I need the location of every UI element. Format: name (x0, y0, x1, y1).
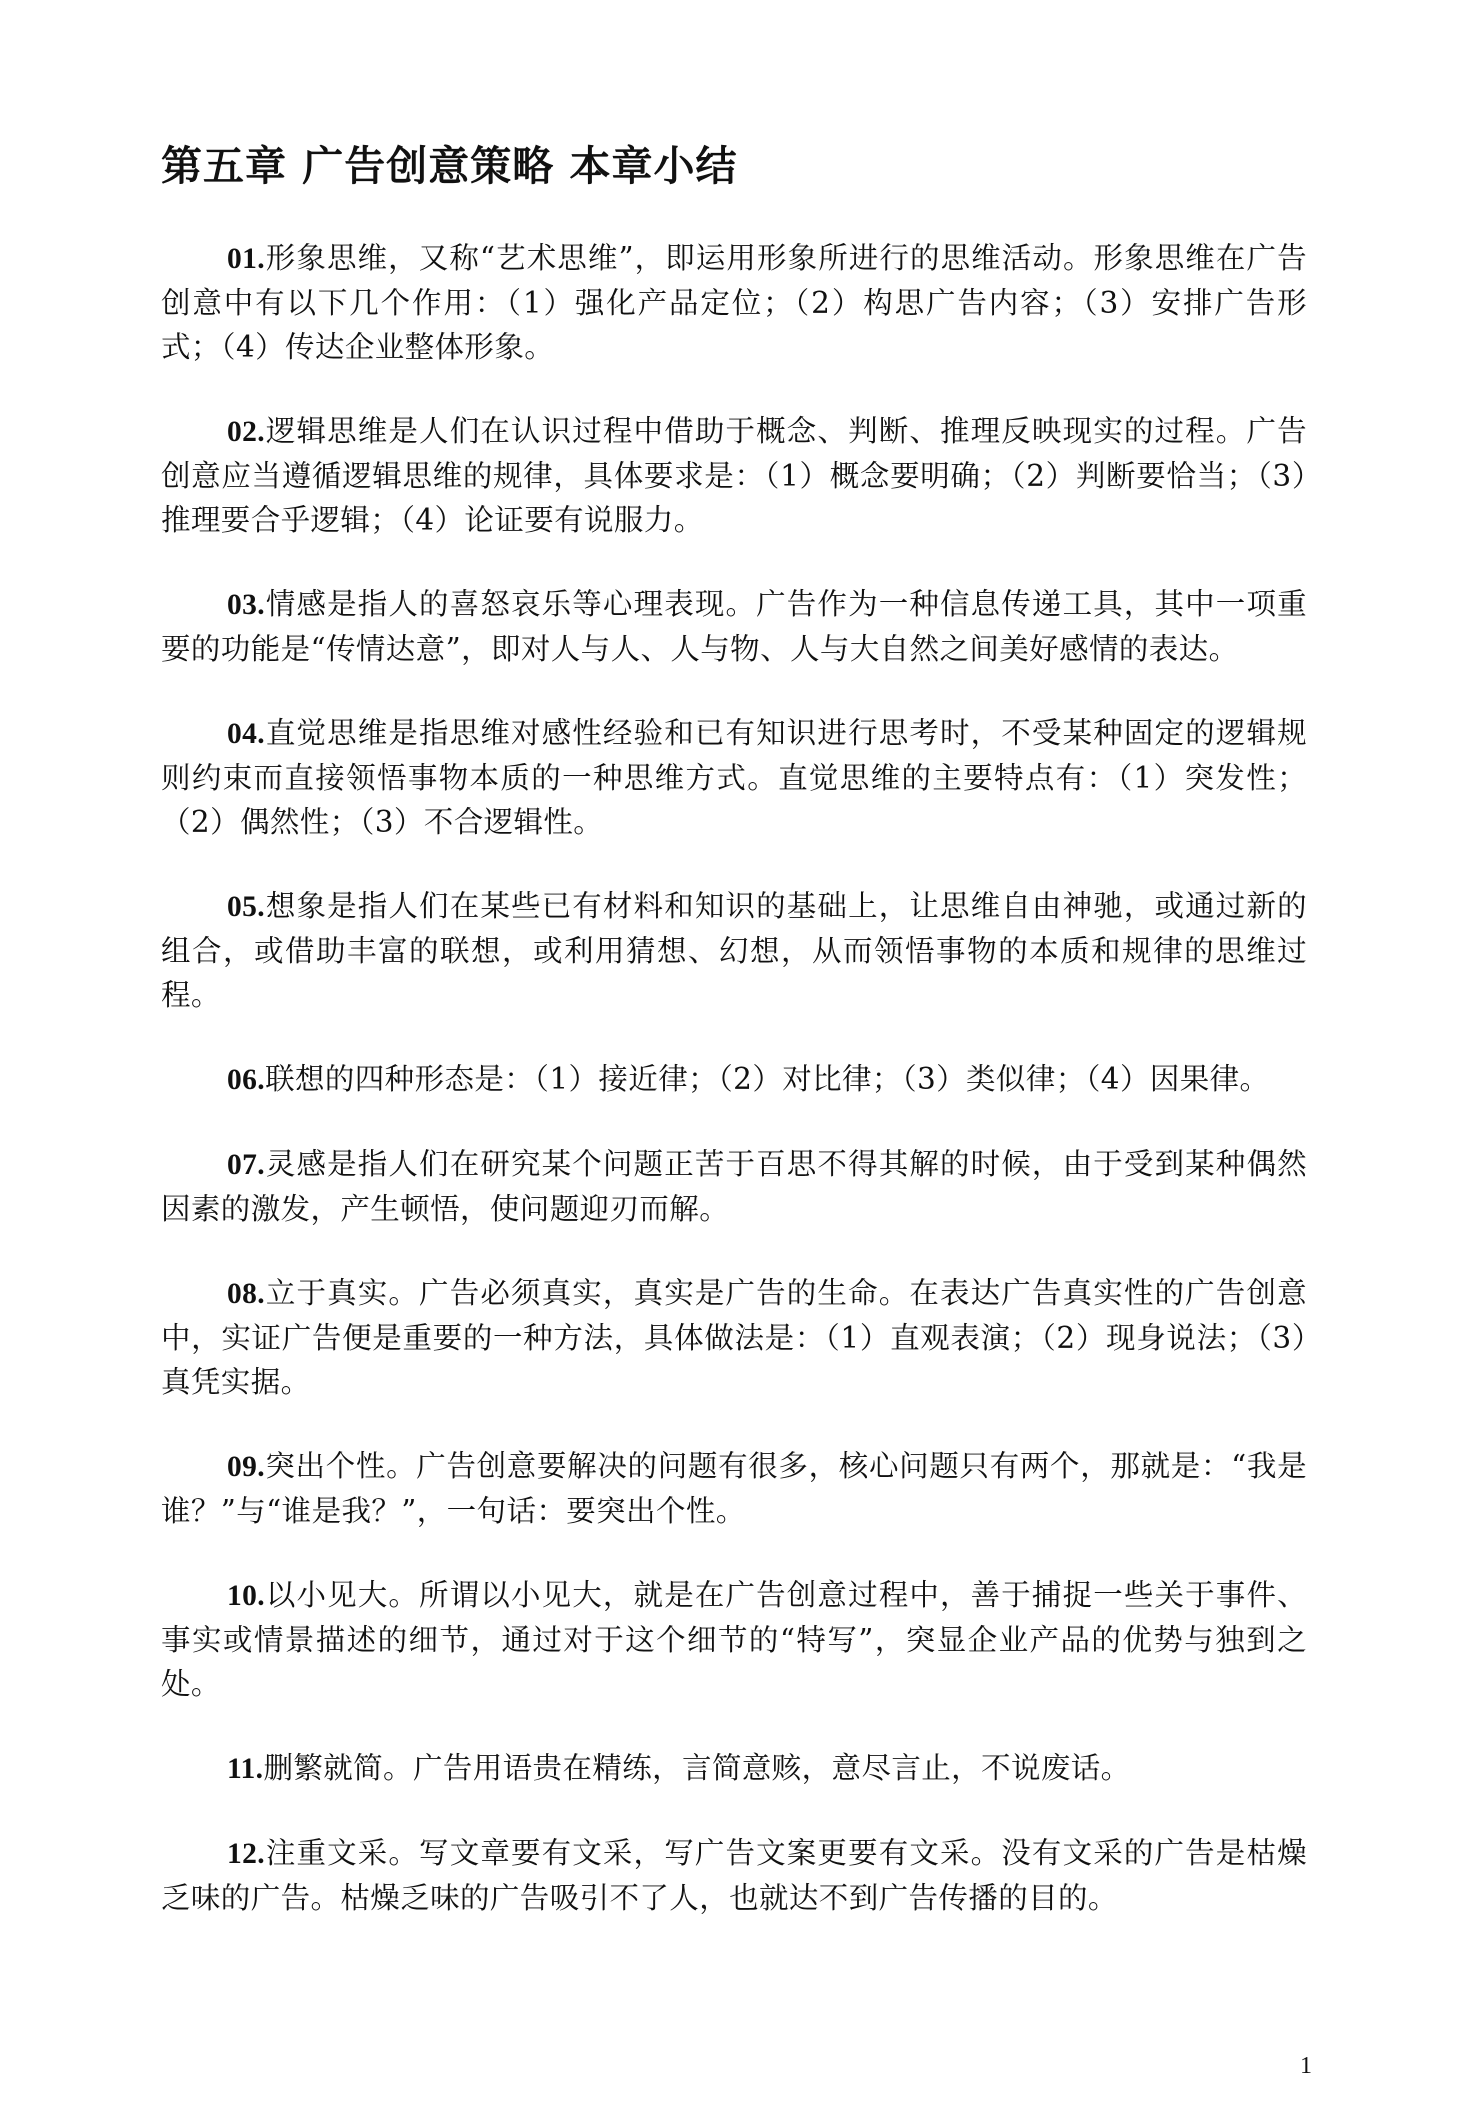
paragraph-number: 02. (227, 416, 266, 448)
paragraph-number: 10. (227, 1580, 266, 1612)
paragraph-text: 突出个性。广告创意要解决的问题有很多，核心问题只有两个，那就是：“我是谁？”与“谁是我？”，一句话：要突出个性。 (161, 1449, 1307, 1528)
summary-body (161, 236, 1307, 1960)
paragraph-11 (161, 1746, 1307, 1791)
paragraph-number: 05. (227, 891, 266, 923)
paragraph-09 (161, 1444, 1307, 1533)
paragraph-number: 01. (227, 243, 266, 275)
paragraph-text: 直觉思维是指思维对感性经验和已有知识进行思考时，不受某种固定的逻辑规则约束而直接领悟事物本质的一种思维方式。直觉思维的主要特点有：（1）突发性；（2）偶然性；（3）不合逻辑性。 (161, 716, 1307, 839)
page-number: 1 (1300, 2053, 1312, 2079)
paragraph-01 (161, 236, 1307, 369)
paragraph-text: 情感是指人的喜怒哀乐等心理表现。广告作为一种信息传递工具，其中一项重要的功能是“传情达意”，即对人与人、人与物、人与大自然之间美好感情的表达。 (161, 587, 1307, 666)
paragraph-number: 11. (227, 1753, 264, 1785)
paragraph-05 (161, 884, 1307, 1017)
paragraph-number: 03. (227, 589, 266, 621)
paragraph-text: 删繁就简。广告用语贵在精练，言简意赅，意尽言止，不说废话。 (263, 1751, 1131, 1785)
paragraph-text: 联想的四种形态是：（1）接近律；（2）对比律；（3）类似律；（4）因果律。 (265, 1062, 1270, 1096)
paragraph-06 (161, 1057, 1307, 1102)
paragraph-number: 08. (227, 1278, 266, 1310)
paragraph-number: 04. (227, 718, 266, 750)
paragraph-02 (161, 409, 1307, 542)
paragraph-04 (161, 711, 1307, 844)
paragraph-12 (161, 1831, 1307, 1920)
paragraph-number: 06. (227, 1064, 266, 1096)
paragraph-10 (161, 1573, 1307, 1706)
paragraph-text: 灵感是指人们在研究某个问题正苦于百思不得其解的时候，由于受到某种偶然因素的激发，产生顿悟，使问题迎刃而解。 (161, 1147, 1307, 1226)
paragraph-number: 09. (227, 1451, 266, 1483)
chapter-title: 第五章 广告创意策略 本章小结 (161, 142, 738, 190)
paragraph-text: 逻辑思维是人们在认识过程中借助于概念、判断、推理反映现实的过程。广告创意应当遵循逻辑思维的规律，具体要求是：（1）概念要明确；（2）判断要恰当；（3）推理要合乎逻辑；（4）论证要有说服力。 (161, 414, 1307, 537)
paragraph-07 (161, 1142, 1307, 1231)
paragraph-text: 注重文采。写文章要有文采，写广告文案更要有文采。没有文采的广告是枯燥乏味的广告。枯燥乏味的广告吸引不了人，也就达不到广告传播的目的。 (161, 1836, 1307, 1915)
paragraph-text: 以小见大。所谓以小见大，就是在广告创意过程中，善于捕捉一些关于事件、事实或情景描述的细节，通过对于这个细节的“特写”，突显企业产品的优势与独到之处。 (161, 1578, 1307, 1701)
paragraph-text: 形象思维，又称“艺术思维”，即运用形象所进行的思维活动。形象思维在广告创意中有以下几个作用：（1）强化产品定位；（2）构思广告内容；（3）安排广告形式；（4）传达企业整体形象。 (161, 241, 1307, 364)
paragraph-number: 12. (227, 1838, 266, 1870)
paragraph-text: 想象是指人们在某些已有材料和知识的基础上，让思维自由神驰，或通过新的组合，或借助丰富的联想，或利用猜想、幻想，从而领悟事物的本质和规律的思维过程。 (161, 889, 1307, 1012)
paragraph-number: 07. (227, 1149, 266, 1181)
paragraph-03 (161, 582, 1307, 671)
paragraph-08 (161, 1271, 1307, 1404)
paragraph-text: 立于真实。广告必须真实，真实是广告的生命。在表达广告真实性的广告创意中，实证广告便是重要的一种方法，具体做法是：（1）直观表演；（2）现身说法；（3）真凭实据。 (161, 1276, 1307, 1399)
